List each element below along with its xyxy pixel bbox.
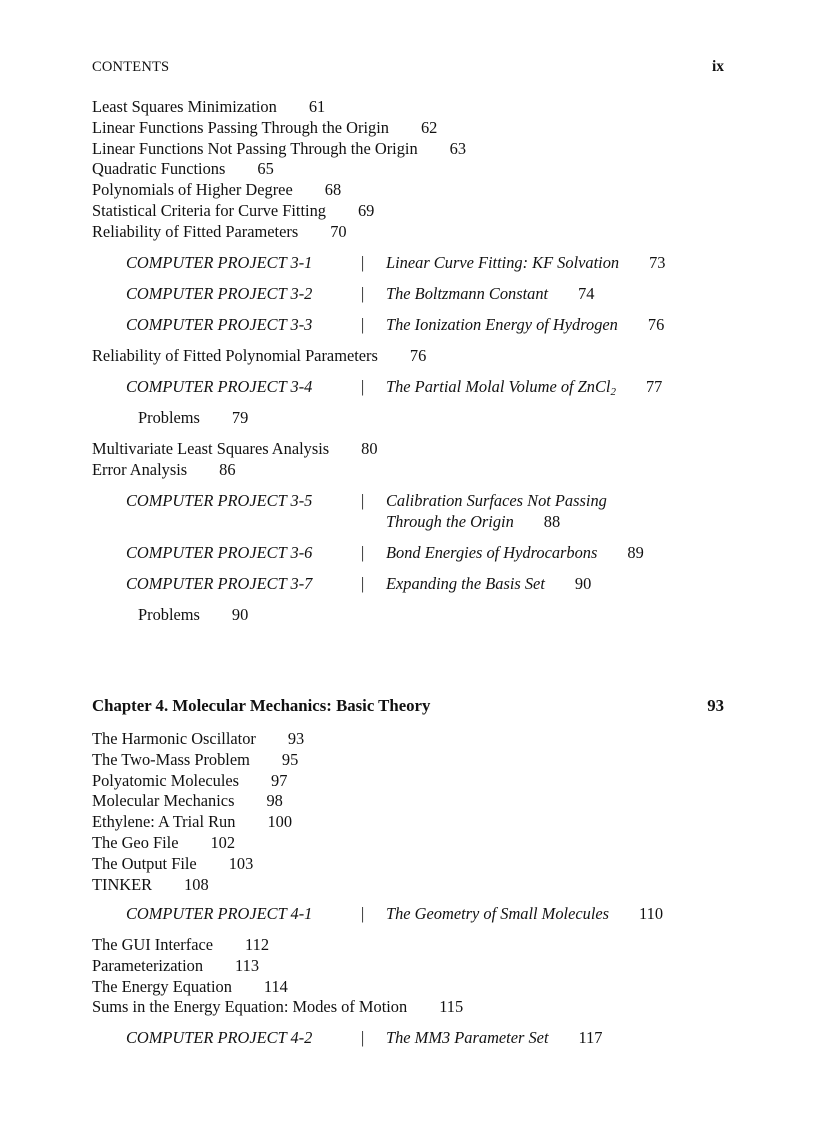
toc-section-block-1 <box>92 97 724 243</box>
chapter-heading[interactable] <box>92 696 724 717</box>
toc-entry[interactable] <box>92 977 724 998</box>
toc-entry-title: The Output File <box>92 853 197 873</box>
toc-entry[interactable] <box>92 97 724 118</box>
computer-project-3-7[interactable] <box>126 574 726 595</box>
toc-entry-title: Ethylene: A Trial Run <box>92 812 236 832</box>
toc-entry[interactable] <box>92 833 724 854</box>
toc-entry-title: Quadratic Functions <box>92 159 226 179</box>
chapter-title: Chapter 4. Molecular Mechanics: Basic Theory <box>92 696 431 715</box>
toc-entry-page: 80 <box>361 439 378 458</box>
project-title-subscript: 2 <box>610 386 616 398</box>
project-separator: | <box>361 315 365 334</box>
toc-entry-title: Linear Functions Passing Through the Origin <box>92 117 389 137</box>
project-page: 74 <box>578 284 595 303</box>
toc-entry-title: The Geo File <box>92 832 179 852</box>
chapter-page: 93 <box>707 696 724 715</box>
project-page: 90 <box>574 574 592 593</box>
toc-entry-page: 76 <box>409 346 427 365</box>
toc-entry-title: Problems <box>138 605 200 624</box>
toc-entry[interactable] <box>92 439 724 460</box>
toc-entry-page: 86 <box>219 459 236 479</box>
toc-entry-title: The Two-Mass Problem <box>92 749 250 769</box>
computer-project-3-3[interactable] <box>126 315 726 336</box>
project-title: The Geometry of Small Molecules <box>386 904 610 923</box>
toc-entry-page: 115 <box>439 997 464 1017</box>
toc-entry[interactable] <box>92 750 724 771</box>
computer-project-4-2[interactable] <box>126 1028 726 1049</box>
toc-entry-title: Linear Functions Not Passing Through the Origin <box>92 138 418 158</box>
toc-entry-page: 79 <box>231 408 249 427</box>
toc-entry[interactable] <box>92 139 724 160</box>
project-label: COMPUTER PROJECT 3-1 <box>126 253 313 272</box>
toc-entry-page: 108 <box>184 874 209 894</box>
toc-entry[interactable] <box>92 812 724 833</box>
project-separator: | <box>361 904 365 923</box>
toc-entry-page: 98 <box>266 791 283 811</box>
project-label: COMPUTER PROJECT 3-7 <box>126 574 313 593</box>
toc-entry-page: 114 <box>263 976 288 996</box>
project-title: The Partial Molal Volume of ZnCl <box>386 377 611 396</box>
toc-entry-title: Sums in the Energy Equation: Modes of Motion <box>92 997 408 1017</box>
toc-entry-title: Reliability of Fitted Parameters <box>92 221 299 241</box>
project-title: Bond Energies of Hydrocarbons <box>386 543 598 562</box>
page-number: ix <box>711 58 724 75</box>
project-title: The MM3 Parameter Set <box>386 1028 549 1047</box>
computer-project-3-5[interactable] <box>126 491 726 533</box>
toc-entry[interactable] <box>92 791 724 812</box>
toc-entry-page: 102 <box>210 832 236 852</box>
computer-project-3-2[interactable] <box>126 284 726 305</box>
toc-entry-title: Polynomials of Higher Degree <box>92 180 293 200</box>
toc-entry-page: 68 <box>324 180 342 200</box>
toc-entry-page: 100 <box>267 812 293 832</box>
toc-entry-page: 112 <box>245 935 270 954</box>
toc-section-block-3 <box>92 729 724 895</box>
project-label: COMPUTER PROJECT 3-2 <box>126 284 313 303</box>
computer-project-4-1[interactable] <box>126 904 726 925</box>
toc-entry[interactable] <box>92 346 724 367</box>
toc-entry-title: The Harmonic Oscillator <box>92 729 256 748</box>
toc-section-reliability-poly <box>92 346 724 367</box>
project-separator: | <box>361 491 365 510</box>
problems-entry[interactable] <box>138 408 248 429</box>
project-separator: | <box>361 284 365 303</box>
toc-entry-page: 61 <box>308 97 326 116</box>
toc-entry-page: 65 <box>257 159 274 179</box>
toc-entry-page: 69 <box>357 200 375 220</box>
toc-entry[interactable] <box>92 159 724 180</box>
toc-entry[interactable] <box>92 180 724 201</box>
toc-entry[interactable] <box>92 118 724 139</box>
project-separator: | <box>361 253 365 272</box>
project-label: COMPUTER PROJECT 3-5 <box>126 491 313 510</box>
toc-entry-title: Multivariate Least Squares Analysis <box>92 439 330 458</box>
project-title: The Ionization Energy of Hydrogen <box>386 315 618 334</box>
project-page: 89 <box>627 543 644 562</box>
project-page: 73 <box>649 253 666 272</box>
toc-entry[interactable] <box>92 222 724 243</box>
toc-entry-title: The Energy Equation <box>92 976 232 996</box>
project-separator: | <box>361 543 365 562</box>
toc-entry-title: The GUI Interface <box>92 935 214 954</box>
toc-entry-title: Statistical Criteria for Curve Fitting <box>92 200 326 220</box>
toc-section-block-4 <box>92 935 724 1018</box>
toc-entry-page: 113 <box>235 955 260 975</box>
project-page: 117 <box>578 1028 603 1047</box>
toc-entry-title: Molecular Mechanics <box>92 791 235 811</box>
toc-entry-title: Polyatomic Molecules <box>92 770 240 790</box>
computer-project-3-4[interactable] <box>126 377 726 398</box>
project-label: COMPUTER PROJECT 4-2 <box>126 1028 313 1047</box>
toc-entry-page: 62 <box>420 117 438 137</box>
toc-entry[interactable] <box>92 460 724 481</box>
toc-entry[interactable] <box>92 956 724 977</box>
toc-entry[interactable] <box>92 997 724 1018</box>
problems-entry[interactable] <box>138 605 248 626</box>
running-title: CONTENTS <box>92 59 170 75</box>
project-page: 88 <box>543 511 561 531</box>
toc-entry[interactable] <box>92 771 724 792</box>
project-page: 110 <box>639 904 664 923</box>
toc-entry-title: Reliability of Fitted Polynomial Parameters <box>92 346 378 365</box>
page-header <box>92 57 724 77</box>
project-title-continued: Through the Origin <box>386 511 514 531</box>
project-separator: | <box>361 1028 365 1047</box>
project-title: Expanding the Basis Set <box>386 574 545 593</box>
project-title: Calibration Surfaces Not Passing <box>386 491 607 510</box>
project-separator: | <box>361 574 365 593</box>
toc-entry-page: 97 <box>271 770 288 790</box>
project-label: COMPUTER PROJECT 3-4 <box>126 377 313 396</box>
toc-entry[interactable] <box>92 201 724 222</box>
project-label: COMPUTER PROJECT 3-3 <box>126 315 313 334</box>
toc-entry-page: 90 <box>231 605 249 624</box>
project-title: Linear Curve Fitting: KF Solvation <box>386 253 620 272</box>
project-separator: | <box>361 377 365 396</box>
computer-project-3-1[interactable] <box>126 253 726 274</box>
toc-section-block-2 <box>92 439 724 481</box>
project-page: 76 <box>647 315 665 334</box>
toc-entry-page: 63 <box>449 138 467 158</box>
toc-entry[interactable] <box>92 729 724 750</box>
toc-entry[interactable] <box>92 935 724 956</box>
project-title: The Boltzmann Constant <box>386 284 549 303</box>
toc-entry[interactable] <box>92 875 724 896</box>
toc-entry-title: Least Squares Minimization <box>92 97 277 116</box>
project-label: COMPUTER PROJECT 4-1 <box>126 904 313 923</box>
toc-entry-title: Parameterization <box>92 955 204 975</box>
toc-entry-page: 103 <box>228 853 254 873</box>
project-label: COMPUTER PROJECT 3-6 <box>126 543 313 562</box>
computer-project-3-6[interactable] <box>126 543 726 564</box>
project-page: 77 <box>645 377 663 396</box>
toc-entry-page: 70 <box>330 221 347 241</box>
toc-entry-page: 95 <box>281 749 299 769</box>
toc-entry-title: Problems <box>138 408 200 427</box>
toc-entry-page: 93 <box>287 729 305 748</box>
toc-entry[interactable] <box>92 854 724 875</box>
toc-entry-title: Error Analysis <box>92 459 188 479</box>
toc-entry-title: TINKER <box>92 874 153 894</box>
